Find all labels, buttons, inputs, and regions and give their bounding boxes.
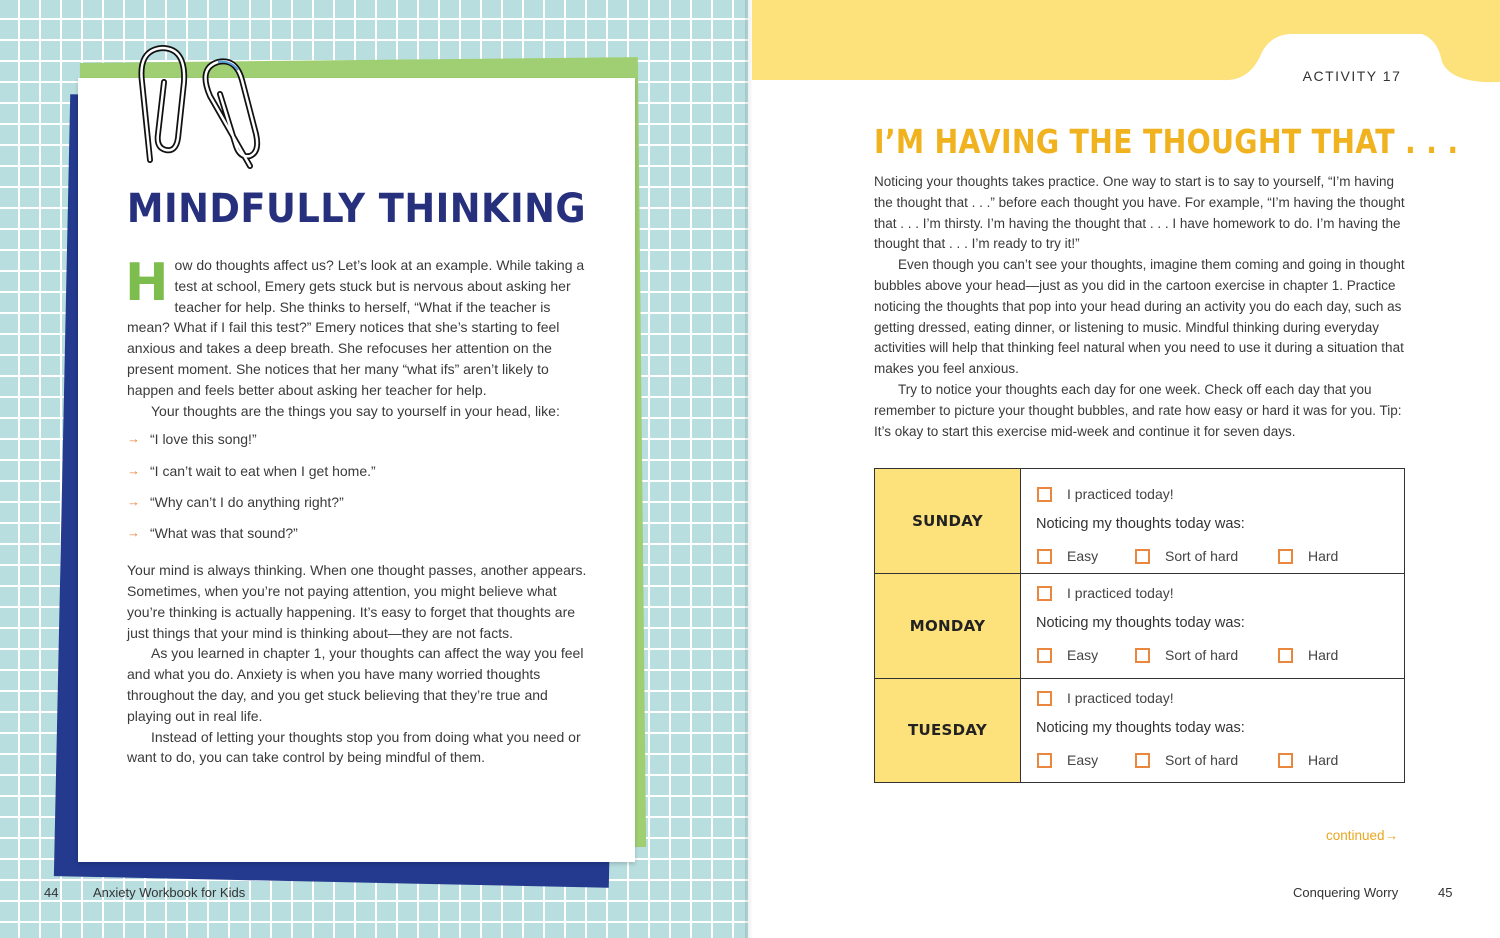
running-footer-left: Anxiety Workbook for Kids xyxy=(93,885,246,900)
intro-paragraph xyxy=(127,255,589,401)
table-row xyxy=(875,678,1404,782)
paragraph: Try to notice your thoughts each day for one week. Check off each day that you remember to picture your thought bubbles, and rate how easy or hard it was for you. Tip: It’s okay to start this exercise mid-week and continue it for seven days. xyxy=(874,381,1402,439)
intro-text: ow do thoughts affect us? Let’s look at an example. While taking a test at school, Emery gets stuck but is nervous about asking her teacher for help. She thinks to herself, “What if the teacher is mean? What if I fail this test?” Emery notices that she’s starting to feel anxious and takes a deep breath. She refocuses her attention on the present moment. She notices that her many “what ifs” aren’t likely to happen and feels better about asking her teacher for help. xyxy=(127,257,585,398)
right-body-text xyxy=(874,172,1408,442)
paragraph: Instead of letting your thoughts stop you from doing what you need or want to do, you can take control by being mindful of them. xyxy=(127,728,581,766)
sort-of-hard-label: Sort of hard xyxy=(1165,751,1239,768)
easy-label: Easy xyxy=(1067,751,1099,768)
practiced-label: I practiced today! xyxy=(1067,689,1174,706)
day-label: SUNDAY xyxy=(875,469,1021,573)
easy-checkbox[interactable] xyxy=(1037,753,1052,768)
paragraph: As you learned in chapter 1, your thoughts can affect the way you feel and what you do. Anxiety is when you have many worried thoughts throughout the day, and you get stuck believing that they’re true and playing out in real life. xyxy=(127,645,584,724)
list-item xyxy=(127,429,589,460)
arrow-right-icon: → xyxy=(127,524,140,540)
sort-of-hard-checkbox[interactable] xyxy=(1135,753,1150,768)
paragraph: Noticing your thoughts takes practice. One way to start is to say to yourself, “I’m having the thought that . . .” before each thought you have. For example, “I’m having the thought that . . . I’m thirsty. I’m having the thought that . . . I have homework to do. I’m having the thought that . . . I’m ready to try it!” xyxy=(874,174,1405,252)
drop-cap: H xyxy=(125,253,169,313)
list-item xyxy=(127,492,589,523)
easy-label: Easy xyxy=(1067,647,1099,664)
sort-of-hard-label: Sort of hard xyxy=(1165,548,1239,564)
continued-link: continued→ xyxy=(1326,828,1399,843)
hard-checkbox[interactable] xyxy=(1278,648,1293,663)
paperclip-icon xyxy=(190,56,266,172)
weekly-tracker-table xyxy=(874,468,1405,783)
list-item xyxy=(127,461,589,492)
table-row xyxy=(875,573,1404,677)
hard-label: Hard xyxy=(1308,751,1339,768)
tracker-cell xyxy=(1021,574,1404,677)
question-label: Noticing my thoughts today was: xyxy=(1036,719,1245,736)
question-label: Noticing my thoughts today was: xyxy=(1036,615,1245,632)
list-item-text: “Why can’t I do anything right?” xyxy=(150,493,344,510)
paragraph: Your mind is always thinking. When one thought passes, another appears. Sometimes, when you’re not paying attention, you might believe what you’re thinking is actually happening. It’s easy to forget that thoughts are just things that your mind is thinking about—they are not facts. xyxy=(127,562,587,641)
easy-label: Easy xyxy=(1067,548,1099,564)
paperclip-icon xyxy=(136,42,196,166)
book-gutter xyxy=(745,0,753,938)
hard-checkbox[interactable] xyxy=(1278,753,1293,768)
sort-of-hard-checkbox[interactable] xyxy=(1135,549,1150,564)
sort-of-hard-checkbox[interactable] xyxy=(1135,648,1150,663)
day-label: MONDAY xyxy=(875,574,1021,677)
arrow-right-icon: → xyxy=(127,431,140,447)
list-item-text: “I can’t wait to eat when I get home.” xyxy=(150,462,376,479)
list-item-text: “What was that sound?” xyxy=(150,524,298,541)
easy-checkbox[interactable] xyxy=(1037,648,1052,663)
tracker-cell xyxy=(1021,679,1404,782)
page-title: MINDFULLY THINKING xyxy=(126,186,587,232)
practiced-label: I practiced today! xyxy=(1067,486,1174,502)
practiced-checkbox[interactable] xyxy=(1037,487,1052,502)
list-item-text: “I love this song!” xyxy=(150,431,257,448)
paragraph: Your thoughts are the things you say to yourself in your head, like: xyxy=(151,402,560,419)
question-label: Noticing my thoughts today was: xyxy=(1036,516,1245,532)
list-item xyxy=(127,523,589,554)
day-label: TUESDAY xyxy=(875,679,1021,782)
practiced-label: I practiced today! xyxy=(1067,585,1174,602)
page-number-left: 44 xyxy=(44,885,59,900)
activity-title: I’M HAVING THE THOUGHT THAT . . . xyxy=(874,122,1459,161)
hard-label: Hard xyxy=(1308,647,1339,664)
paragraph: Even though you can’t see your thoughts, imagine them coming and going in thought bubbles above your head—just as you did in the cartoon exercise in chapter 1. Practice noticing the thoughts that pop into your head during an activity you do each day, such as getting dressed, eating dinner, or listening to music. Mindful thinking during everyday activities will help that thinking feel natural when you need to use it during a situation that makes you feel anxious. xyxy=(874,257,1405,377)
hard-label: Hard xyxy=(1308,548,1339,564)
running-footer-right: Conquering Worry xyxy=(1293,885,1399,900)
example-thoughts-list xyxy=(127,429,589,554)
tracker-cell xyxy=(1021,469,1404,573)
table-row xyxy=(875,469,1404,573)
page-number-right: 45 xyxy=(1438,885,1453,900)
arrow-right-icon: → xyxy=(127,493,140,509)
practiced-checkbox[interactable] xyxy=(1037,586,1052,601)
sort-of-hard-label: Sort of hard xyxy=(1165,647,1239,664)
arrow-right-icon: → xyxy=(127,462,140,478)
left-body-text xyxy=(127,255,589,768)
activity-label: ACTIVITY 17 xyxy=(1302,68,1402,84)
easy-checkbox[interactable] xyxy=(1037,549,1052,564)
hard-checkbox[interactable] xyxy=(1278,549,1293,564)
practiced-checkbox[interactable] xyxy=(1037,691,1052,706)
